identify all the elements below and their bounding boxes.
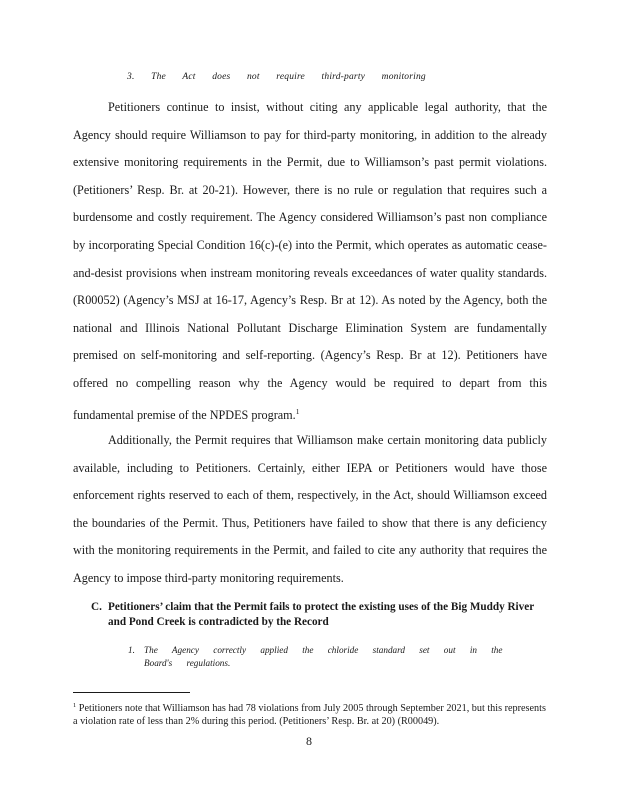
subheading-1-number: 1. (128, 645, 135, 655)
paragraph-1-text: Petitioners continue to insist, without citing any applicable legal authority, that the Agency should require Williamson to pay for third-party monitoring, in addition to the already extensive monitoring requirements in the Permit, due to Williamson’s past permit violations. (Petitioners’ Resp. Br. at 20-21). However, there is no rule or regulation that requires such a burdensome and costly requirement. The Agency considered Williamson’s past non compliance by incorporating Special Condition 16(c)-(e) into the Permit, which operates as automatic cease-and-desist provisions when instream monitoring reveals exceedances of water quality standards. (R00052) (Agency’s MSJ at 16-17, Agency’s Resp. Br at 12). As noted by the Agency, both the national and Illinois National Pollutant Discharge Elimination System are fundamentally premised on self-monitoring and self-reporting. (Agency’s Resp. Br at 12). Petitioners have offered no compelling reason why the Agency would be required to depart from this fundamental premise of the NPDES program. (73, 100, 547, 422)
paragraph-1 (73, 94, 547, 429)
subheading-3 (127, 72, 426, 82)
subheading-1-text: The Agency correctly applied the chloride standard set out in the Board's regulations. (144, 645, 503, 668)
footnote-1 (73, 700, 549, 728)
page-number: 8 (306, 734, 312, 748)
section-heading-c-letter: C. (91, 601, 102, 613)
paragraph-2 (73, 427, 547, 593)
footnote-divider (73, 692, 190, 693)
subheading-3-text: The Act does not require third-party monitoring (151, 72, 426, 82)
footnote-marker-1: 1 (295, 406, 300, 416)
section-heading-c-text: Petitioners’ claim that the Permit fails to protect the existing uses of the Big Muddy River and Pond Creek is contradicted by the Record (108, 601, 534, 628)
paragraph-2-text: Additionally, the Permit requires that Williamson make certain monitoring data publicly available, including to Petitioners. Certainly, either IEPA or Petitioners would have those enforcement rights reserved to each of them, respectively, in the Act, should Williamson exceed the boundaries of the Permit. Thus, Petitioners have failed to show that there is any deficiency with the monitoring requirements in the Permit, and failed to cite any authority that requires the Agency to impose third-party monitoring requirements. (73, 433, 547, 585)
footnote-1-text: Petitioners note that Williamson has had 78 violations from July 2005 through September 2021, but this represents a violation rate of less than 2% during this period. (Petitioners’ Resp. Br. at 20) (R00049). (73, 703, 546, 727)
subheading-3-number: 3. (127, 72, 135, 82)
footnote-1-marker: 1 (73, 702, 77, 709)
